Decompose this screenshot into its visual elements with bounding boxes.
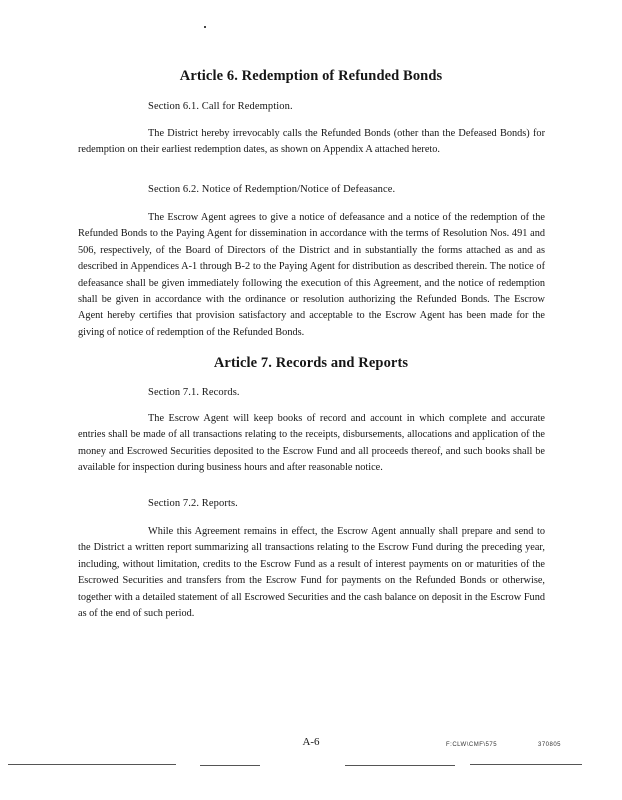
bottom-scan-rule xyxy=(200,765,260,766)
bottom-scan-rule xyxy=(345,765,455,766)
section-7-1-title: Section 7.1. Records. xyxy=(148,387,240,398)
bottom-scan-rule xyxy=(8,764,176,765)
document-number: 370805 xyxy=(538,742,562,748)
section-6-2-text: The Escrow Agent agrees to give a notice of defeasance and a notice of the redemption of the Refunded Bonds to the Paying Agent for dissemination in accordance with the terms of Resolution Nos. 491 and 506, respectively, of the Board of Directors of the District and in substantially the forms attached as and as described in Appendices A-1 through B-2 to the Paying Agent for distribution as described therein. The notice of defeasance shall be given immediately following the execution of this Agreement, and the notice of redemption shall be given in accordance with the ordinance or resolution authorizing the Refunded Bonds. The Escrow Agent hereby certifies that provision satisfactory and acceptable to the Escrow Agent has been made for the giving of notice of redemption of the Refunded Bonds. xyxy=(78,212,545,338)
section-6-1-title: Section 6.1. Call for Redemption. xyxy=(148,101,293,112)
scan-speck xyxy=(204,26,206,28)
article-7-heading: Article 7. Records and Reports xyxy=(213,355,409,371)
document-code: F:CLW\CMF\575 xyxy=(446,742,498,748)
section-7-2-title: Section 7.2. Reports. xyxy=(148,498,238,509)
page-number: A-6 xyxy=(302,736,320,748)
section-6-2-title: Section 6.2. Notice of Redemption/Notice of Defeasance. xyxy=(148,184,396,195)
bottom-scan-rule xyxy=(470,764,582,765)
section-7-2-text: While this Agreement remains in effect, the Escrow Agent annually shall prepare and send to the District a written report summarizing all transactions relating to the Escrow Fund during the preceding year, including, without limitation, credits to the Escrow Fund as a result of interest payments on or maturities of the Escrowed Securities and transfers from the Escrow Fund for payments on the Refunded Bonds or otherwise, together with a detailed statement of all Escrowed Securities and the cash balance on deposit in the Escrow Fund as of the end of such period. xyxy=(78,526,545,620)
section-6-1-text: The District hereby irrevocably calls the Refunded Bonds (other than the Defeased Bonds) for redemption on their earliest redemption dates, as shown on Appendix A attached hereto. xyxy=(78,128,545,156)
section-7-1-text: The Escrow Agent will keep books of record and account in which complete and accurate entries shall be made of all transactions relating to the receipts, disbursements, allocations and application of the money and Escrowed Securities deposited to the Escrow Fund and all proceeds thereof, and such books shall be available for inspection during business hours and after reasonable notice. xyxy=(78,413,545,474)
article-6-heading: Article 6. Redemption of Refunded Bonds xyxy=(179,68,443,84)
